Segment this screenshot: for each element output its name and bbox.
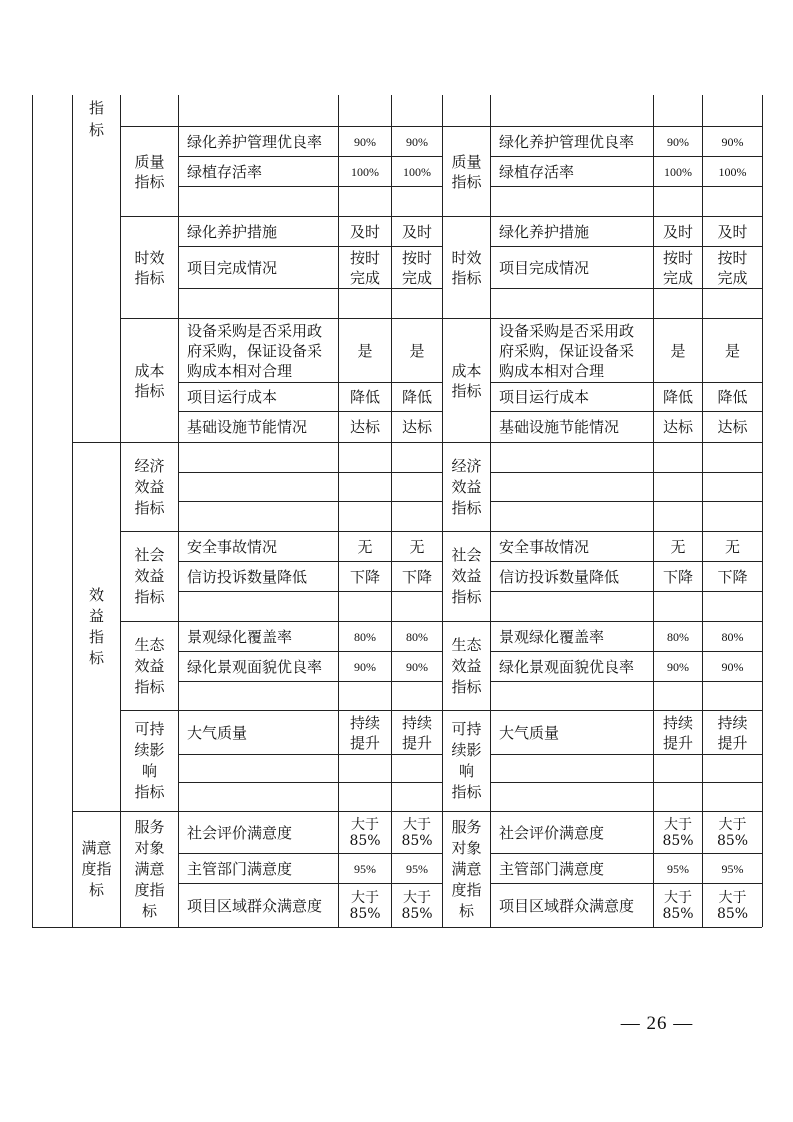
indicator-target: 持续 提升: [349, 713, 380, 752]
indicator-target: 及时: [349, 222, 380, 241]
table-border: [178, 288, 442, 289]
indicator-name: 基础设施节能情况: [187, 418, 308, 436]
table-border: [490, 501, 762, 502]
indicator-value: 降低: [717, 388, 748, 406]
table-border: [32, 95, 33, 927]
indicator-target: 降低: [662, 388, 693, 406]
indicator-name: 主管部门满意度: [187, 859, 293, 878]
sub-label-economic: 经济 效益 指标: [134, 456, 165, 517]
page-number: — 26 —: [620, 1013, 694, 1034]
table-border: [490, 782, 762, 783]
table-border: [178, 754, 442, 755]
indicator-value: 是: [724, 341, 740, 360]
table-border: [490, 681, 762, 682]
table-border: [178, 186, 442, 187]
indicator-name: 景观绿化覆盖率: [187, 627, 293, 646]
dimension-label-satisfaction: 满意 度指 标: [81, 839, 112, 899]
indicator-target: 按时 完成: [349, 248, 380, 287]
indicator-name: 绿化养护措施: [187, 222, 278, 241]
sub-label-eco: 生态 效益 指标: [134, 635, 165, 696]
indicator-target: 大于 85%: [349, 816, 381, 849]
sub-label-service: 服务 对象 满意 度指 标: [451, 818, 482, 920]
table-border: [762, 95, 763, 927]
indicator-target: 是: [357, 341, 373, 360]
indicator-name: 项目运行成本: [499, 388, 590, 406]
sub-label-cost: 成本 指标: [451, 361, 482, 400]
indicator-target: 大于 85%: [662, 889, 694, 922]
indicator-name: 社会评价满意度: [499, 823, 605, 842]
indicator-value: 达标: [401, 418, 432, 436]
indicator-target: 大于 85%: [662, 816, 694, 849]
indicator-target: 90%: [667, 134, 689, 149]
indicator-target: 90%: [354, 134, 376, 149]
sub-label-cost: 成本 指标: [134, 361, 165, 400]
indicator-target: 无: [670, 537, 686, 556]
indicator-target: 达标: [662, 418, 693, 436]
table-border: [32, 927, 762, 928]
indicator-target: 大于 85%: [349, 889, 381, 922]
indicator-value: 及时: [717, 222, 748, 241]
indicator-value: 大于 85%: [716, 816, 749, 849]
indicator-value: 按时 完成: [401, 248, 432, 287]
indicator-target: 100%: [351, 164, 379, 179]
indicator-name: 项目完成情况: [187, 258, 278, 277]
indicator-target: 按时 完成: [662, 248, 693, 287]
indicator-name: 设备采购是否采用政 府采购，保证设备采 购成本相对合理: [187, 321, 323, 380]
indicator-name: 项目区域群众满意度: [499, 896, 635, 915]
table-border: [490, 591, 762, 592]
indicator-name: 绿化景观面貌优良率: [499, 657, 635, 676]
table-border: [178, 681, 442, 682]
sub-label-quality: 质量 指标: [451, 152, 482, 191]
sub-label-quality: 质量 指标: [134, 152, 165, 191]
table-border: [490, 472, 762, 473]
indicator-target: 80%: [354, 629, 376, 644]
indicator-name: 大气质量: [499, 723, 560, 742]
indicator-target: 持续 提升: [662, 713, 693, 752]
sub-label-eco: 生态 效益 指标: [451, 635, 482, 696]
indicator-value: 80%: [721, 629, 744, 644]
indicator-value: 降低: [401, 388, 432, 406]
indicator-target: 是: [670, 341, 686, 360]
indicator-value: 下降: [401, 567, 432, 586]
sub-label-social: 社会 效益 指标: [451, 546, 482, 606]
indicator-name: 项目运行成本: [187, 388, 278, 406]
indicator-value: 90%: [406, 659, 428, 674]
indicator-value: 按时 完成: [717, 248, 748, 287]
indicator-value: 及时: [401, 222, 432, 241]
indicator-value: 大于 85%: [401, 816, 433, 849]
dimension-label-benefit: 效 益 指 标: [88, 586, 104, 667]
table-border: [178, 472, 442, 473]
indicator-target: 降低: [349, 388, 380, 406]
table-border: [490, 754, 762, 755]
indicator-name: 安全事故情况: [499, 537, 590, 556]
sub-label-economic: 经济 效益 指标: [451, 456, 482, 517]
indicator-value: 80%: [406, 629, 428, 644]
indicator-target: 90%: [667, 659, 689, 674]
sub-label-service: 服务 对象 满意 度指 标: [134, 818, 165, 920]
indicator-value: 无: [409, 537, 425, 556]
indicator-target: 下降: [662, 567, 693, 586]
indicator-value: 下降: [717, 567, 748, 586]
indicator-value: 90%: [406, 134, 428, 149]
indicator-value: 持续 提升: [717, 713, 748, 752]
indicator-name: 大气质量: [187, 723, 248, 742]
indicator-name: 信访投诉数量降低: [499, 567, 620, 586]
indicator-name: 景观绿化覆盖率: [499, 627, 605, 646]
dimension-label-output: 指 标: [88, 99, 104, 139]
indicator-target: 100%: [664, 164, 692, 179]
indicator-name: 绿植存活率: [187, 162, 263, 181]
table-border: [178, 591, 442, 592]
indicator-name: 主管部门满意度: [499, 859, 605, 878]
indicator-name: 绿化养护管理优良率: [499, 132, 635, 151]
indicator-name: 项目区域群众满意度: [187, 896, 323, 915]
indicator-name: 绿化养护管理优良率: [187, 132, 323, 151]
indicator-value: 100%: [718, 164, 747, 179]
indicator-target: 90%: [354, 659, 376, 674]
indicator-name: 安全事故情况: [187, 537, 278, 556]
indicator-target: 无: [357, 537, 373, 556]
indicator-value: 95%: [406, 861, 428, 876]
sub-label-sustain: 可持 续影 响 指标: [134, 720, 165, 801]
indicator-value: 95%: [721, 861, 744, 876]
indicator-target: 及时: [662, 222, 693, 241]
indicator-name: 设备采购是否采用政 府采购，保证设备采 购成本相对合理: [499, 321, 635, 380]
indicator-name: 绿化景观面貌优良率: [187, 657, 323, 676]
indicator-name: 项目完成情况: [499, 258, 590, 277]
sub-label-timeliness: 时效 指标: [451, 248, 482, 287]
table-border: [178, 782, 442, 783]
table-border: [490, 288, 762, 289]
indicator-name: 社会评价满意度: [187, 823, 293, 842]
indicator-value: 90%: [721, 659, 744, 674]
sub-label-sustain: 可持 续影 响 指标: [451, 720, 482, 801]
indicator-name: 信访投诉数量降低: [187, 567, 308, 586]
table-border: [178, 501, 442, 502]
sub-label-social: 社会 效益 指标: [134, 546, 165, 606]
indicator-target: 95%: [667, 861, 689, 876]
table-border: [490, 186, 762, 187]
indicator-value: 大于 85%: [401, 889, 433, 922]
indicator-name: 基础设施节能情况: [499, 418, 620, 436]
indicator-value: 100%: [403, 164, 431, 179]
sub-label-timeliness: 时效 指标: [134, 248, 165, 287]
indicator-name: 绿植存活率: [499, 162, 575, 181]
indicator-value: 无: [724, 537, 740, 556]
indicator-target: 下降: [349, 567, 380, 586]
indicator-value: 是: [409, 341, 425, 360]
indicator-value: 90%: [721, 134, 744, 149]
indicator-target: 达标: [349, 418, 380, 436]
indicator-value: 大于 85%: [716, 889, 749, 922]
indicator-target: 95%: [354, 861, 376, 876]
indicator-value: 达标: [717, 418, 748, 436]
indicator-target: 80%: [667, 629, 689, 644]
indicator-name: 绿化养护措施: [499, 222, 590, 241]
indicator-value: 持续 提升: [401, 713, 432, 752]
